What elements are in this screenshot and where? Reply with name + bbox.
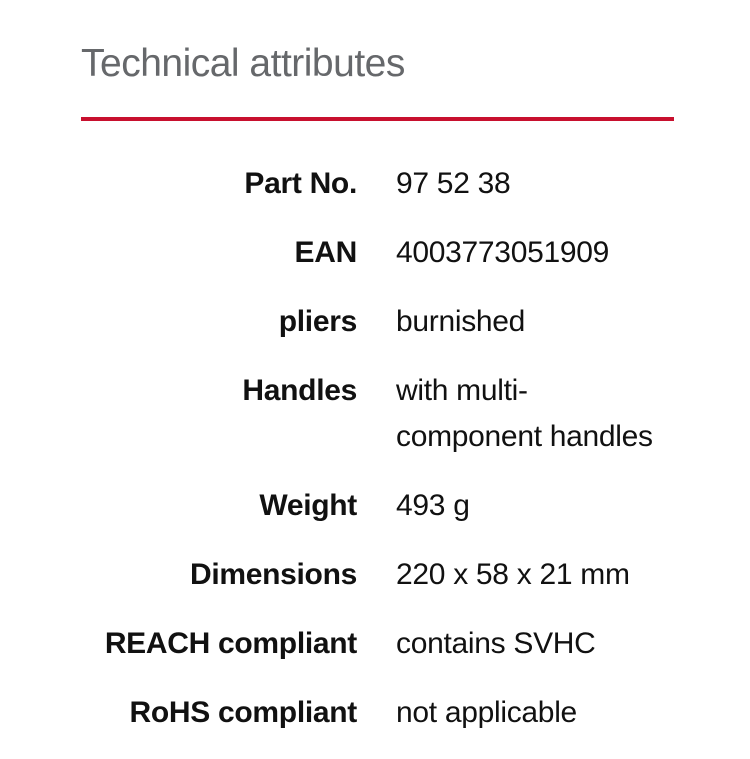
attribute-row [81, 690, 681, 736]
attribute-label: Weight [259, 488, 357, 522]
attribute-value: not applicable [396, 695, 577, 729]
attribute-value: 220 x 58 x 21 mm [396, 557, 630, 591]
technical-attributes-section [81, 0, 681, 759]
attribute-row [81, 621, 681, 667]
attribute-label: pliers [278, 304, 357, 338]
attribute-value: 493 g [396, 488, 470, 522]
attribute-label: EAN [294, 235, 357, 269]
attribute-label: Handles [242, 373, 357, 407]
attribute-row [81, 483, 681, 529]
attribute-label: RoHS compliant [129, 695, 357, 729]
attribute-label: REACH compliant [104, 626, 357, 660]
attribute-value: 4003773051909 [396, 235, 609, 269]
title-underline-rule [81, 117, 674, 121]
section-title: Technical attributes [81, 42, 405, 85]
attribute-row [81, 299, 681, 345]
attribute-row [81, 552, 681, 598]
attribute-row [81, 161, 681, 207]
attribute-value: burnished [396, 304, 526, 338]
attribute-value: contains SVHC [396, 626, 596, 660]
attributes-table [81, 161, 681, 736]
attribute-label: Dimensions [189, 557, 357, 591]
attribute-value: with multi-component handles [396, 373, 653, 453]
attribute-value: 97 52 38 [396, 166, 511, 200]
attribute-label: Part No. [244, 166, 357, 200]
attribute-row [81, 368, 681, 460]
attribute-row [81, 230, 681, 276]
